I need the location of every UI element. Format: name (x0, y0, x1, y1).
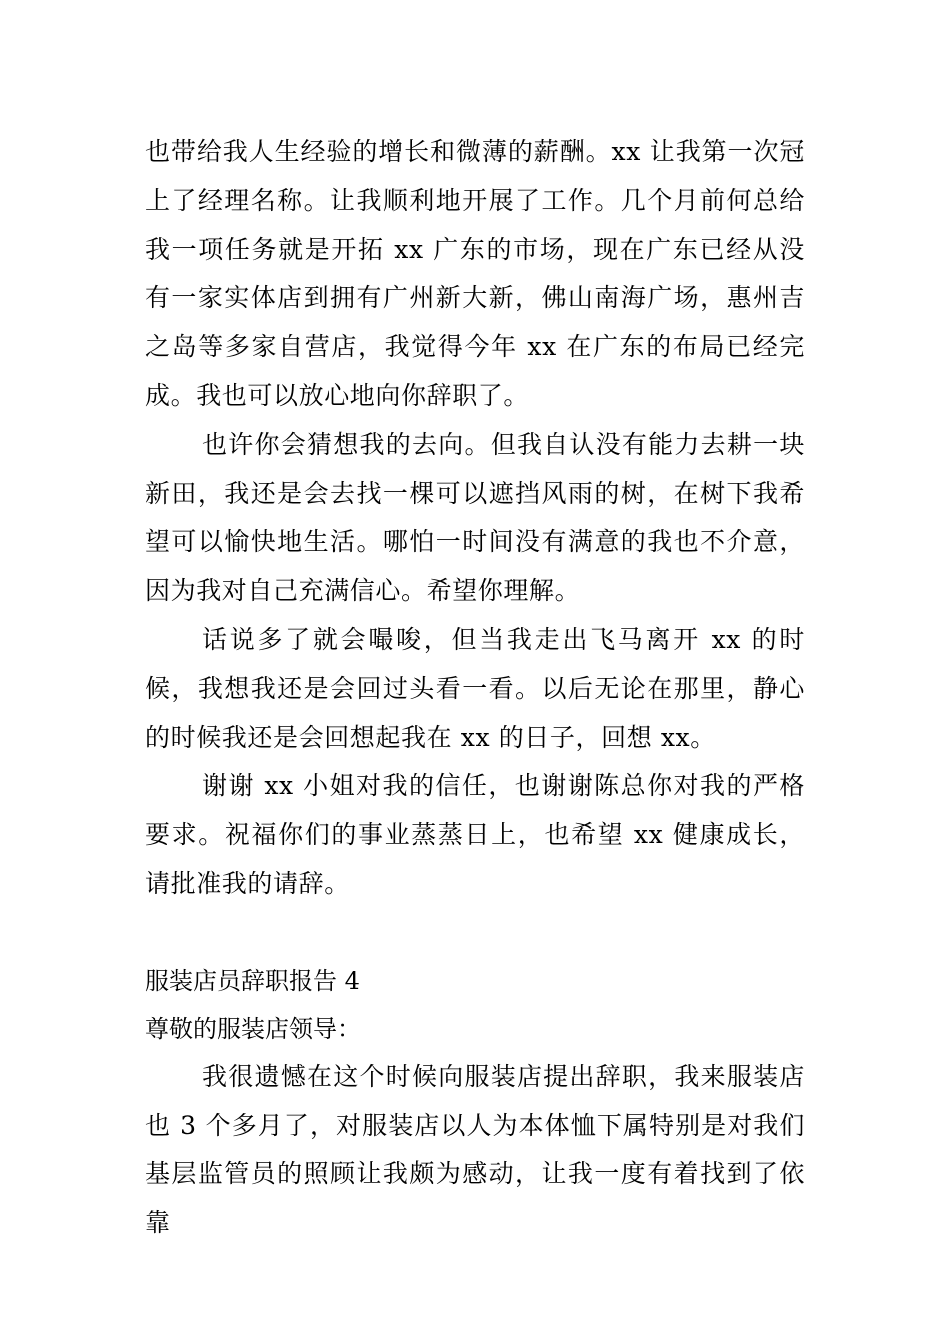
paragraph-resignation-intro: 我很遗憾在这个时候向服装店提出辞职，我来服装店也 3 个多月了，对服装店以人为本体恤下属特别是对我们基层监管员的照顾让我颇为感动，让我一度有着找到了依靠 (145, 1061, 805, 1238)
section-title: 服装店员辞职报告 4 (145, 966, 360, 995)
salutation: 尊敬的服装店领导： (145, 1014, 361, 1043)
paragraph-farewell: 话说多了就会嘬唆，但当我走出飞马离开 xx 的时候，我想我还是会回过头看一看。以后无论在那里，静心的时候我还是会回想起我在 xx 的日子，回想 xx。 (145, 624, 805, 752)
document-body (145, 128, 805, 1248)
section-spacer (145, 909, 805, 957)
paragraph-thanks: 谢谢 xx 小姐对我的信任，也谢谢陈总你对我的严格要求。祝福你们的事业蒸蒸日上，也希望 xx 健康成长，请批准我的请辞。 (145, 771, 805, 898)
paragraph-future-plans: 也许你会猜想我的去向。但我自认没有能力去耕一块新田，我还是会去找一棵可以遮挡风雨的树，在树下我希望可以愉快地生活。哪怕一时间没有满意的我也不介意，因为我对自己充满信心。希望你理解。 (145, 429, 805, 606)
paragraph-continued: 也带给我人生经验的增长和微薄的薪酬。xx 让我第一次冠上了经理名称。让我顺利地开展了工作。几个月前何总给我一项任务就是开拓 xx 广东的市场，现在广东已经从没有一家实体店到拥有广州新大新，佛山南海广场，惠州吉之岛等多家自营店，我觉得今年 xx 在广东的布局已经完成。我也可以放心地向你辞职了。 (145, 137, 805, 410)
